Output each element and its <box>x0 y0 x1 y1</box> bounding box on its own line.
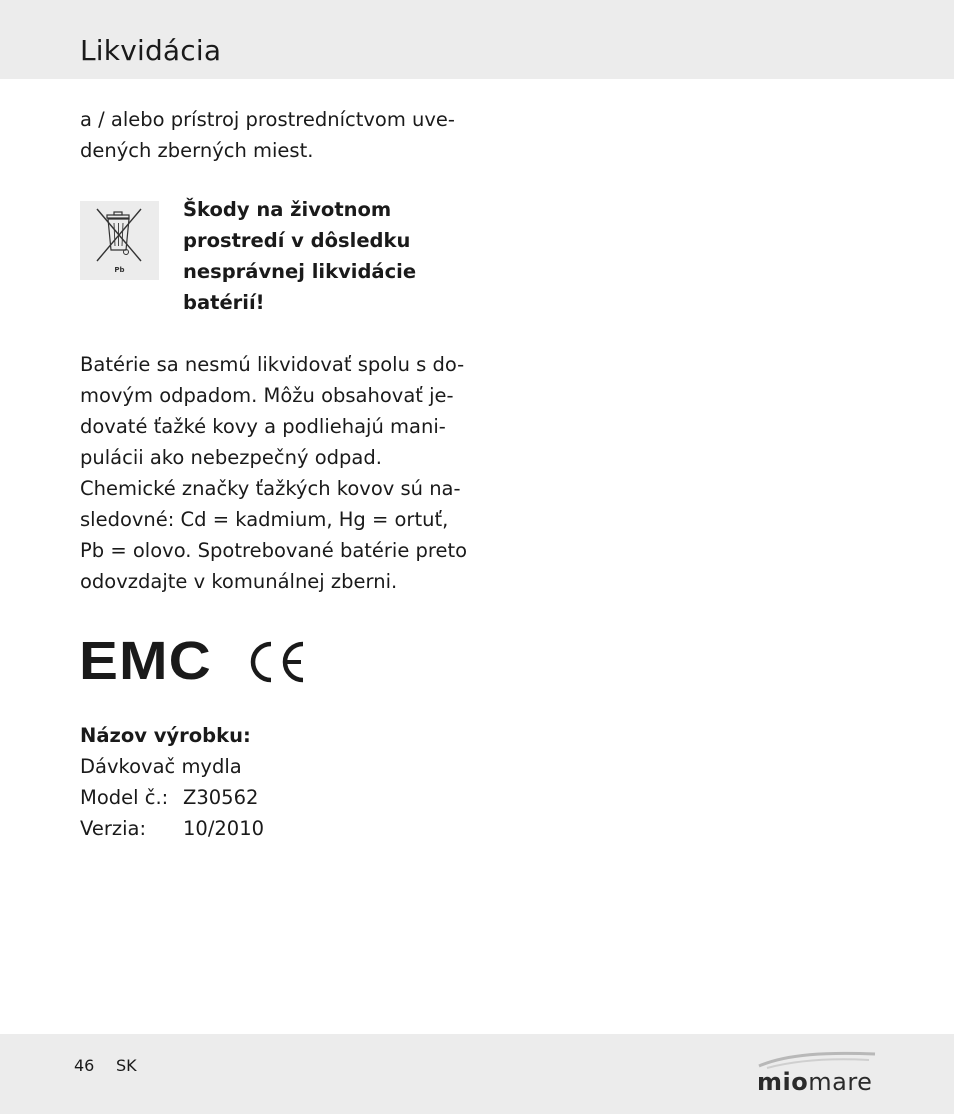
model-value: Z30562 <box>183 786 259 809</box>
crossed-out-wheelie-bin-icon <box>80 201 159 280</box>
brand-logo <box>757 1048 877 1100</box>
model-label: Model č.: <box>80 786 169 809</box>
language-code: SK <box>116 1056 137 1075</box>
warning-heading <box>183 194 473 318</box>
product-name: Dávkovač mydla <box>80 755 242 778</box>
intro-line: a / alebo prístroj prostredníctvom uve- <box>80 108 455 131</box>
emc-logo: EMC <box>79 631 212 691</box>
version-label: Verzia: <box>80 817 147 840</box>
battery-line: odovzdajte v komunálnej zberni. <box>80 570 398 593</box>
battery-line: Pb = olovo. Spotrebované batérie preto <box>80 539 468 562</box>
product-heading: Názov výrobku: <box>80 724 251 747</box>
warning-heading-line: prostredí v dôsledku <box>183 229 411 252</box>
battery-line: Batérie sa nesmú likvidovať spolu s do- <box>80 353 465 376</box>
warning-heading-line: batérií! <box>183 291 265 314</box>
icon-label: Pb <box>114 266 125 274</box>
version-row <box>80 813 264 844</box>
brand-bold-text: mio <box>757 1068 809 1096</box>
version-value: 10/2010 <box>183 817 265 840</box>
warning-heading-line: Škody na životnom <box>183 198 392 221</box>
battery-line: sledovné: Cd = kadmium, Hg = ortuť, <box>80 508 449 531</box>
brand-wordmark <box>757 1068 872 1096</box>
brand-regular-text: mare <box>808 1068 873 1096</box>
product-info <box>80 720 264 844</box>
wave-swoosh-icon <box>757 1048 877 1070</box>
battery-paragraph <box>80 349 475 597</box>
intro-paragraph <box>80 104 475 166</box>
page-number: 46 <box>74 1056 95 1075</box>
model-row <box>80 782 264 813</box>
battery-line: pulácii ako nebezpečný odpad. <box>80 446 382 469</box>
battery-line: dovaté ťažké kovy a podliehajú mani- <box>80 415 446 438</box>
battery-line: Chemické značky ťažkých kovov sú na- <box>80 477 461 500</box>
page-title: Likvidácia <box>80 34 222 67</box>
warning-heading-line: nesprávnej likvidácie <box>183 260 417 283</box>
battery-line: movým odpadom. Môžu obsahovať je- <box>80 384 454 407</box>
ce-mark-icon <box>247 640 309 688</box>
intro-line: dených zberných miest. <box>80 139 314 162</box>
